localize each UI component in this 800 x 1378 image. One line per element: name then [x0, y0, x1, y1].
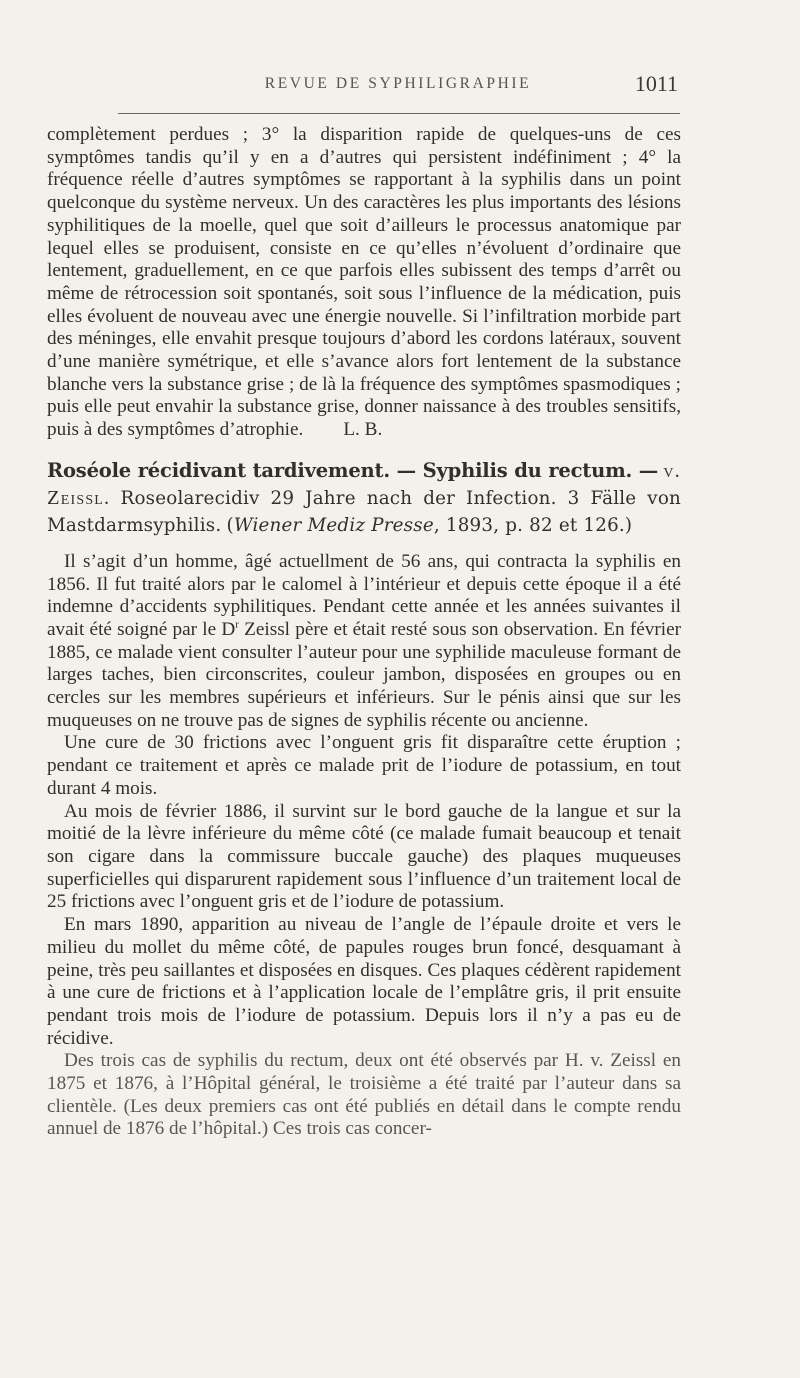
- citation-details: , 1893, p. 82 et 126.): [433, 514, 633, 536]
- article-heading: [47, 457, 681, 539]
- citation: [226, 515, 632, 536]
- original-title: Roseolarecidiv 29 Jahre nach der Infection. 3 Fälle von Mastdarmsyphilis.: [47, 487, 682, 536]
- citation-open: (: [226, 514, 234, 536]
- article-author: v. Zeissl.: [47, 459, 682, 509]
- superscript: r: [235, 618, 239, 631]
- page-number: 1011: [634, 71, 678, 96]
- running-title: REVUE DE SYPHILIGRAPHIE: [264, 75, 532, 92]
- paragraph-1886: Au mois de février 1886, il survint sur le bord gauche de la langue et sur la moitié de la lèvre inférieure du même côté (ce malade fumait beaucoup et tenait son cigare dans la commissure buccale gauche) des plaques muqueuses superficielles qui disparurent rapidement sous l’influence d’un traitement local de 25 frictions avec l’onguent gris et de l’iodure de potassium.: [47, 800, 681, 913]
- running-header: [118, 71, 678, 98]
- paragraph-rectum-cases: Des trois cas de syphilis du rectum, deux ont été observés par H. v. Zeissl en 1875 et 1876, à l’Hôpital général, le troisième a été traité par l’auteur dans sa clientèle. (Les deux premiers cas ont été publiés en détail dans le compte rendu annuel de 1876 de l’hôpital.) Ces trois cas concer-: [47, 1050, 681, 1140]
- article-title: Roséole récidivant tardivement. — Syphilis du rectum. —: [47, 458, 659, 482]
- continuation-paragraph: [47, 124, 681, 442]
- header-rule: [118, 113, 680, 114]
- paragraph-case-history: [47, 551, 681, 733]
- paragraph-1890: En mars 1890, apparition au niveau de l’angle de l’épaule droite et vers le milieu du mollet du même côté, de papules rouges brun foncé, desquamant à peine, très peu saillantes et disposées en disques. Ces plaques cédèrent rapidement à une cure de frictions et à l’application locale de l’emplâtre gris, il prit ensuite pendant trois mois de l’iodure de potassium. Depuis lors il n’y a pas eu de récidive.: [47, 914, 681, 1049]
- journal-name: Wiener Mediz Presse: [233, 514, 434, 536]
- paragraph-text: Zeissl père et était resté sous son observation. En février 1885, ce malade vient consulter l’auteur pour une syphilide maculeuse formant de larges taches, bien circonscrites, couleur jambon, disposées en groupes ou en cercles sur les membres supérieurs et inférieurs. Sur le pénis ainsi que sur les muqueuses on ne trouve pas de signes de syphilis récente ou ancienne.: [47, 618, 681, 731]
- paragraph-text: Il s’agit d’un homme, âgé actuellment de 56 ans, qui contracta la syphilis en 1856. Il fut traité alors par le calomel à l’intérieur et depuis cette époque il a été indemne d’accidents syphilitiques. Pendant cette année et les années suivantes il avait été soigné par le D: [47, 550, 681, 640]
- paragraph-treatment: Une cure de 30 frictions avec l’onguent gris fit disparaître cette éruption ; pendant ce traitement et après ce malade prit de l’iodure de potassium, en tout durant 4 mois.: [47, 732, 681, 799]
- body-text: [47, 124, 681, 1141]
- review-signature: L. B.: [343, 419, 383, 441]
- continuation-text: complètement perdues ; 3° la disparition rapide de quelques-uns de ces symptômes tandis qu’il y en a d’autres qui persistent indéfiniment ; 4° la fréquence réelle d’autres symptômes se rapportant à la syphilis dans un point quelconque du système nerveux. Un des caractères les plus importants des lésions syphilitiques de la moelle, quel que soit d’ailleurs le processus anatomique par lequel elles se produisent, consiste en ce qu’elles n’évoluent d’ordinaire que lentement, graduellement, en ce que parfois elles subissent des temps d’arrêt ou même de rétrocession soit spontanés, soit sous l’influence de la médication, puis elles évoluent de nouveau avec une énergie nouvelle. Si l’infiltration morbide part des méninges, elle envahit presque toujours d’abord les cordons latéraux, souvent d’une manière symétrique, et elle s’avance alors fort lentement de la substance blanche vers la substance grise ; de là la fréquence des symptômes spasmodiques ; puis elle peut envahir la substance grise, donner naissance à des troubles sensitifs, puis à des symptômes d’atrophie.: [47, 124, 681, 441]
